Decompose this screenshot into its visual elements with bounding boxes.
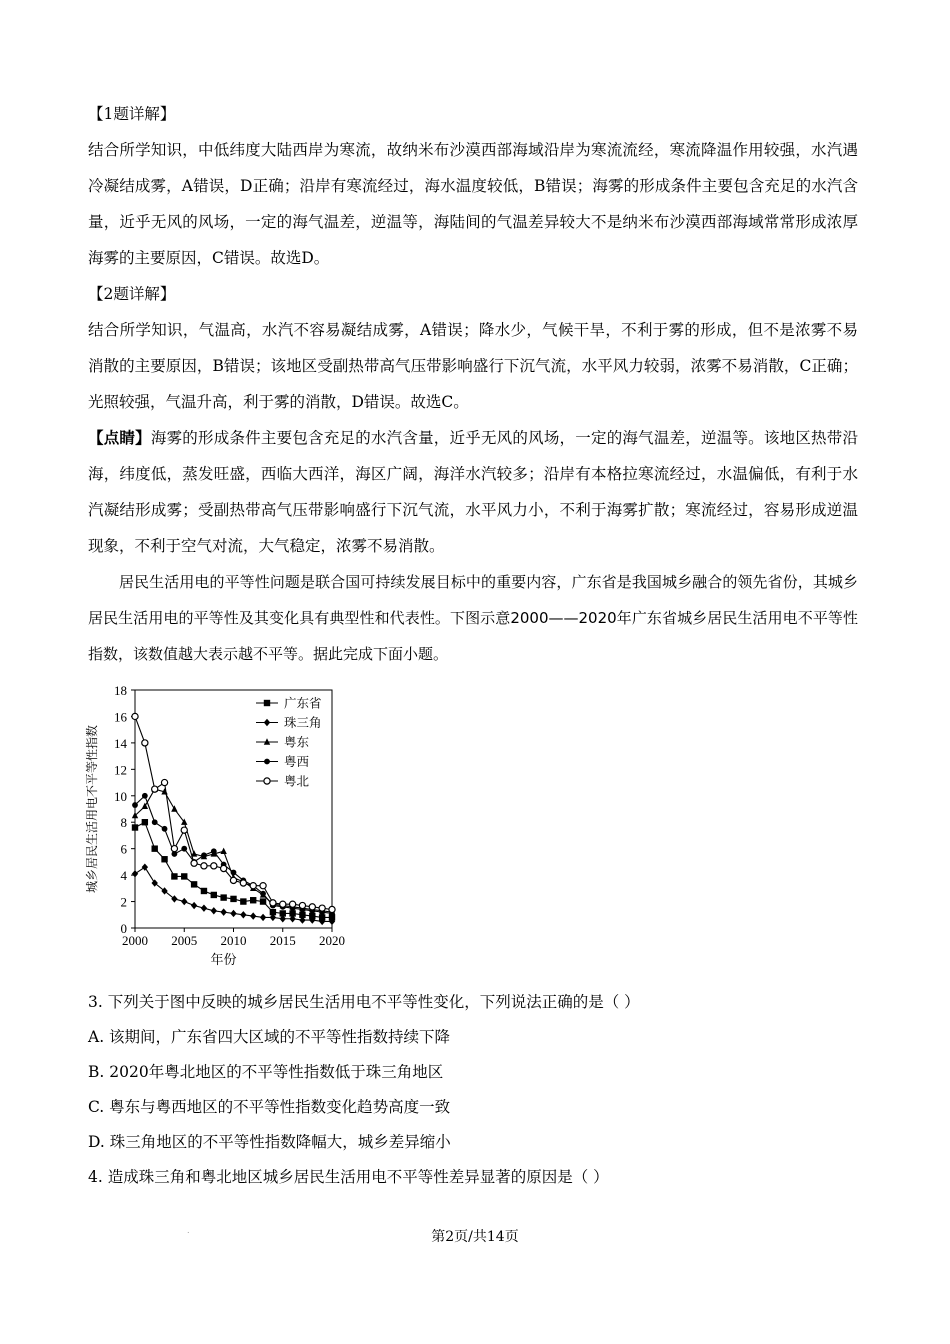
x-tick-label: 2020: [319, 933, 345, 948]
series-4-point: [211, 848, 217, 854]
y-tick-label: 16: [114, 709, 127, 725]
series-4-point: [152, 819, 158, 825]
series-5-point: [152, 786, 158, 792]
series-4-point: [162, 826, 168, 832]
legend-marker-5: [264, 778, 270, 784]
y-tick-label: 0: [120, 921, 127, 936]
series-1-point: [132, 824, 138, 830]
q3-option-c[interactable]: C. 粤东与粤西地区的不平等性指数变化趋势高度一致: [88, 1098, 451, 1116]
series-2-point: [191, 902, 197, 909]
series-5-point: [309, 904, 315, 910]
section1-heading: 【1题详解】: [88, 105, 176, 123]
y-tick-label: 18: [114, 683, 127, 698]
tip-body: 海雾的形成条件主要包含充足的水汽含量，近乎无风的风场，一定的海气温差，逆温等。该地区热带沿海，纬度低，蒸发旺盛，西临大西洋，海区广阔，海洋水汽较多；沿岸有本格拉寒流经过，水温偏低，有利于水汽凝结形成雾；受副热带高气压带影响盛行下沉气流，水平风力小，不利于海雾扩散；寒流经过，容易形成逆温现象，不利于空气对流，大气稳定，浓雾不易消散。: [88, 429, 858, 555]
legend-marker-4: [264, 759, 270, 765]
series-5-point: [161, 779, 167, 785]
series-2-point: [171, 895, 177, 902]
series-5-point: [142, 740, 148, 746]
tip-paragraph: [88, 420, 858, 564]
series-5-point: [191, 860, 197, 866]
series-2-point: [240, 911, 246, 918]
series-1-point: [260, 898, 266, 904]
series-1-point: [250, 897, 256, 903]
series-5-point: [240, 880, 246, 886]
series-1-point: [191, 881, 197, 887]
tip-label: 【点睛】: [88, 428, 151, 447]
series-5-point: [250, 883, 256, 889]
series-3-point: [220, 848, 226, 854]
series-5-point: [201, 863, 207, 869]
series-5-point: [181, 827, 187, 833]
series-2-point: [211, 907, 217, 914]
series-5-point: [280, 901, 286, 907]
series-4-point: [132, 802, 138, 808]
series-2-point: [250, 912, 256, 919]
series-3-point: [142, 803, 148, 809]
explanation-section: [88, 96, 858, 672]
y-tick-label: 12: [114, 762, 127, 778]
series-1-point: [220, 894, 226, 900]
x-tick-label: 2015: [269, 933, 296, 948]
x-tick-label: 2005: [171, 933, 198, 948]
y-tick-label: 10: [114, 788, 127, 804]
series-2-point: [181, 898, 187, 905]
y-tick-label: 4: [120, 868, 127, 884]
series-2-point: [201, 904, 207, 911]
q3-option-a[interactable]: A. 该期间，广东省四大区域的不平等性指数持续下降: [88, 1028, 451, 1046]
x-axis-label: 年份: [210, 953, 237, 968]
series-5-point: [329, 906, 335, 912]
x-tick-label: 2010: [220, 933, 247, 948]
y-tick-label: 2: [120, 894, 127, 910]
series-1-point: [211, 892, 217, 898]
series-5-point: [270, 900, 276, 906]
series-5-point: [299, 902, 305, 908]
y-axis-label: 城乡居民生活用电不平等性指数: [85, 724, 99, 894]
series-1-point: [152, 845, 158, 851]
series-5-point: [290, 901, 296, 907]
q4-stem: 4. 造成珠三角和粤北地区城乡居民生活用电不平等性差异显著的原因是（ ）: [88, 1168, 609, 1186]
y-tick-label: 8: [120, 815, 127, 831]
section2-body: 结合所学知识，气温高，水汽不容易凝结成雾，A错误；降水少，气候干旱，不利于雾的形成，但不是浓雾不易消散的主要原因，B错误；该地区受副热带高气压带影响盛行下沉气流，水平风力较弱，浓雾不易消散，C正确；光照较强，气温升高，利于雾的消散，D错误。故选C。: [88, 321, 858, 411]
q3-option-d[interactable]: D. 珠三角地区的不平等性指数降幅大，城乡差异缩小: [88, 1133, 451, 1151]
legend-label: 珠三角: [284, 715, 322, 730]
series-5-point: [230, 877, 236, 883]
legend-marker-1: [264, 700, 270, 706]
series-4-point: [260, 891, 266, 897]
series-3-point: [171, 805, 177, 811]
series-5-point: [319, 905, 325, 911]
series-5-point: [260, 883, 266, 889]
x-tick-label: 2000: [122, 933, 148, 948]
inequality-line-chart: [80, 678, 360, 970]
series-1-point: [201, 888, 207, 894]
q3-option-b[interactable]: B. 2020年粤北地区的不平等性指数低于珠三角地区: [88, 1063, 444, 1081]
series-4-point: [181, 846, 187, 852]
series-4-point: [142, 793, 148, 799]
section1-body: 结合所学知识，中低纬度大陆西岸为寒流，故纳米布沙漠西部海域沿岸为寒流流经，寒流降温作用较强，水汽遇冷凝结成雾，A错误，D正确；沿岸有寒流经过，海水温度较低，B错误；海雾的形成条件主要包含充足的水汽含量，近乎无风的风场，一定的海气温差，逆温等，海陆间的气温差异较大不是纳米布沙漠西部海域常常形成浓厚海雾的主要原因，C错误。故选D。: [88, 141, 858, 267]
legend-marker-2: [264, 719, 270, 726]
series-2-point: [132, 870, 138, 877]
series-5-point: [221, 865, 227, 871]
series-2-point: [220, 908, 226, 915]
intro-paragraph: 居民生活用电的平等性问题是联合国可持续发展目标中的重要内容，广东省是我国城乡融合的领先省份，其城乡居民生活用电的平等性及其变化具有典型性和代表性。下图示意2000——2020年广东省城乡居民生活用电不平等性指数，该数值越大表示越不平等。据此完成下面小题。: [88, 573, 858, 663]
legend-label: 广东省: [284, 695, 322, 711]
series-5-point: [171, 846, 177, 852]
q3-stem: 3. 下列关于图中反映的城乡居民生活用电不平等性变化，下列说法正确的是（ ）: [88, 993, 640, 1011]
series-1-point: [230, 896, 236, 902]
series-4-point: [201, 852, 207, 858]
legend-label: 粤东: [284, 734, 310, 750]
page-footer: 第2页/共14页: [431, 1229, 519, 1245]
series-1-point: [161, 856, 167, 862]
section2-heading: 【2题详解】: [88, 285, 176, 303]
series-1-point: [181, 873, 187, 879]
series-1-point: [142, 819, 148, 825]
series-1-point: [171, 873, 177, 879]
series-1-point: [240, 898, 246, 904]
y-tick-label: 6: [120, 841, 127, 857]
y-tick-label: 14: [114, 735, 127, 751]
series-2-point: [260, 914, 266, 921]
series-2-point: [161, 887, 167, 894]
series-5-point: [211, 863, 217, 869]
legend-label: 粤西: [284, 754, 310, 769]
footer-dot: .: [187, 1226, 190, 1235]
legend-label: 粤北: [284, 773, 310, 789]
series-2-point: [230, 910, 236, 917]
series-5-point: [132, 713, 138, 719]
series-4-point: [231, 870, 237, 876]
